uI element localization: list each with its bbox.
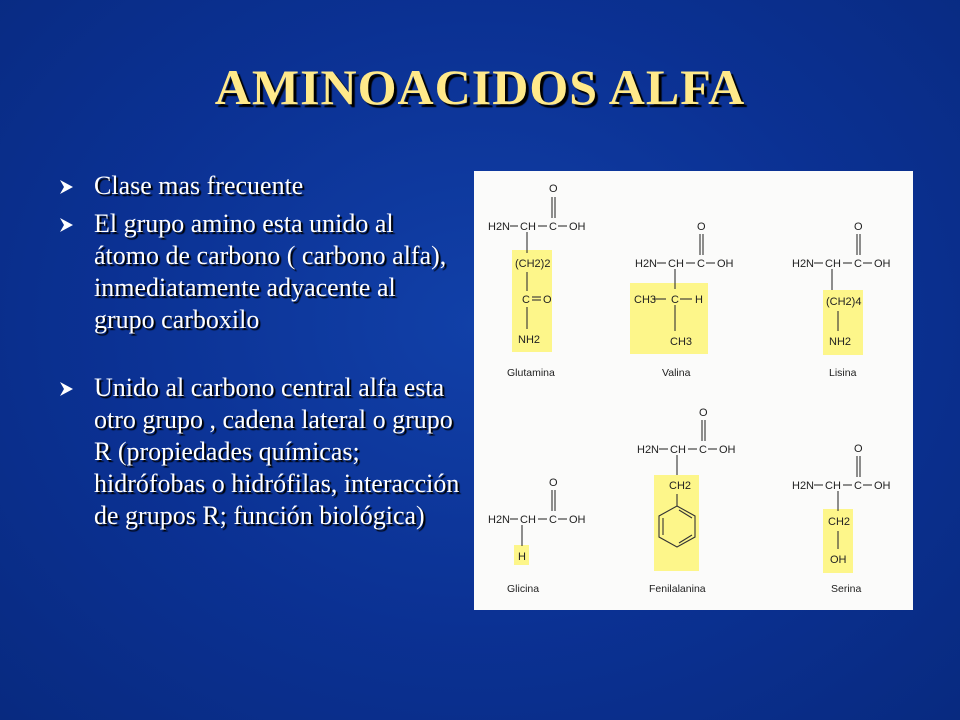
amino-acid-name: Serina: [831, 583, 862, 595]
amine-label: H2N: [792, 258, 815, 270]
amine-label: H2N: [635, 258, 658, 270]
r-group-label: H: [518, 551, 526, 563]
hydroxyl-label: OH: [719, 444, 736, 456]
r-group-label: CH2: [669, 480, 692, 492]
carboxyl-carbon-label: C: [854, 480, 862, 492]
r-group-label: C: [671, 294, 679, 306]
carbonyl-oxygen-label: O: [549, 183, 558, 195]
carboxyl-carbon-label: C: [549, 514, 557, 526]
fenilalanina-structure: [637, 407, 736, 595]
hydroxyl-label: OH: [569, 514, 586, 526]
bullet-text: Unido al carbono central alfa esta otro grupo , cadena lateral o grupo R (propiedades químicas; hidrófobas o hidrófilas, interacción de grupos R; función biológica): [94, 373, 460, 530]
hydroxyl-label: OH: [874, 258, 891, 270]
glicina-structure: [488, 477, 586, 595]
bullet-text: El grupo amino esta unido al átomo de carbono ( carbono alfa), inmediatamente adyacente al grupo carboxilo: [94, 209, 447, 334]
r-group-label: CH3: [634, 294, 657, 306]
carbonyl-oxygen-label: O: [854, 443, 863, 455]
r-group-label: OH: [830, 554, 847, 566]
carboxyl-carbon-label: C: [854, 258, 862, 270]
carbonyl-oxygen-label: O: [854, 221, 863, 233]
r-group-label: CH3: [670, 336, 693, 348]
amino-acid-name: Glutamina: [507, 367, 555, 379]
alpha-carbon-label: CH: [825, 258, 841, 270]
bullet-list: [58, 170, 460, 538]
r-group-label: O: [543, 294, 552, 306]
bullet-item: [58, 170, 460, 202]
alpha-carbon-label: CH: [520, 221, 536, 233]
amine-label: H2N: [488, 221, 511, 233]
bullet-item: [58, 372, 460, 532]
amine-label: H2N: [792, 480, 815, 492]
alpha-carbon-label: CH: [670, 444, 686, 456]
carboxyl-carbon-label: C: [549, 221, 557, 233]
carbonyl-oxygen-label: O: [549, 477, 558, 489]
slide-title: AMINOACIDOS ALFA: [214, 59, 746, 115]
arrow-bullet-icon: [60, 218, 73, 232]
r-group-label: NH2: [829, 336, 852, 348]
glutamina-structure: [488, 183, 586, 379]
r-group-label: CH2: [828, 516, 851, 528]
bullet-item: [58, 208, 460, 336]
structures-diagram: [474, 171, 913, 610]
lisina-structure: [792, 221, 891, 379]
alpha-carbon-label: CH: [825, 480, 841, 492]
amino-acid-name: Glicina: [507, 583, 540, 595]
carbonyl-oxygen-label: O: [697, 221, 706, 233]
carboxyl-carbon-label: C: [697, 258, 705, 270]
amino-acid-name: Valina: [662, 367, 691, 379]
hydroxyl-label: OH: [717, 258, 734, 270]
arrow-bullet-icon: [60, 382, 73, 396]
carboxyl-carbon-label: C: [699, 444, 707, 456]
valina-structure: [630, 221, 734, 379]
amino-acid-structures-figure: [474, 171, 913, 610]
carbonyl-oxygen-label: O: [699, 407, 708, 419]
hydroxyl-label: OH: [874, 480, 891, 492]
r-group-label: (CH2)4: [826, 296, 862, 308]
arrow-bullet-icon: [60, 180, 73, 194]
hydroxyl-label: OH: [569, 221, 586, 233]
r-group-label: (CH2)2: [515, 258, 551, 270]
amine-label: H2N: [637, 444, 660, 456]
serina-structure: [792, 443, 891, 595]
r-group-label: C: [522, 294, 530, 306]
r-group-label: H: [695, 294, 703, 306]
amino-acid-name: Fenilalanina: [649, 583, 706, 595]
amino-acid-name: Lisina: [829, 367, 857, 379]
alpha-carbon-label: CH: [520, 514, 536, 526]
bullet-text: Clase mas frecuente: [94, 171, 304, 200]
amine-label: H2N: [488, 514, 511, 526]
alpha-carbon-label: CH: [668, 258, 684, 270]
r-group-label: NH2: [518, 334, 541, 346]
